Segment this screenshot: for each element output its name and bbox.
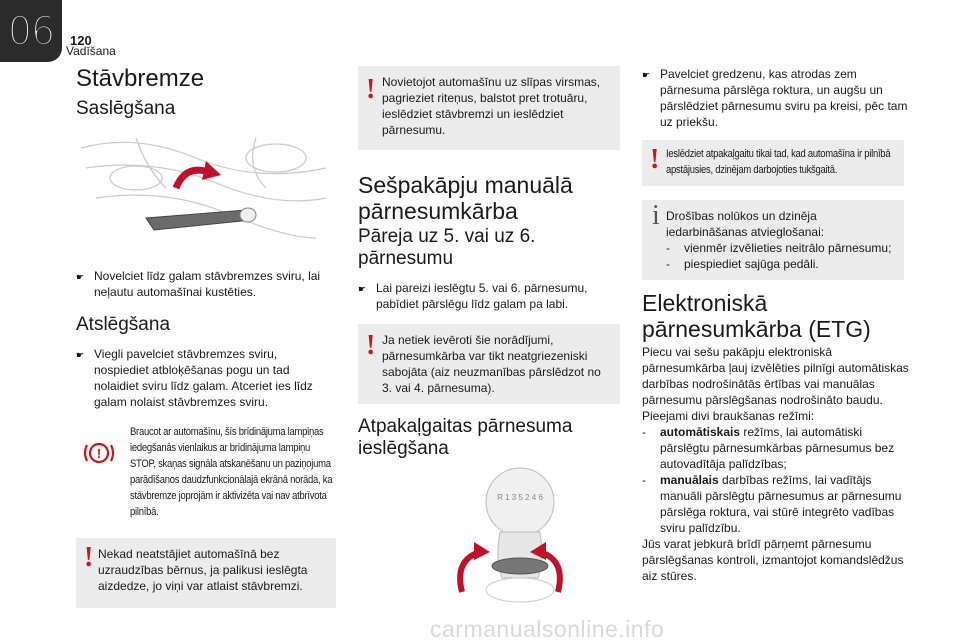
gear-5-6-instruction: ☛ Lai pareizi ieslēgtu 5. vai 6. pārnesumu, pabīdiet pārslēgu līdz galam pa labi. bbox=[358, 281, 588, 311]
chapter-badge bbox=[0, 0, 62, 62]
section-name: Vadīšana bbox=[66, 44, 116, 58]
note-children: ! Nekad neatstājiet automašīnā bez uzraudzības bērnus, ja palikusi ieslēgta aizdedze, jo viņi var atlaist stāvbremzi. bbox=[76, 538, 336, 608]
warning-mark-icon: ! bbox=[366, 330, 376, 361]
release-instruction: ☛ Viegli pavelciet stāvbremzes sviru, nospiediet atbloķēšanas pogu un tad nolaidiet sviru līdz galam. Atceriet ies līdz galam nolaist stāvbremzes sviru. bbox=[76, 347, 313, 409]
etg-override: Jūs varat jebkurā brīdī pārņemt pārnesumu pārslēgšanas kontroli, izmantojot komandslēdžus aiz stūres. bbox=[642, 537, 904, 583]
info-item: - piespiediet sajūga pedāli. bbox=[666, 257, 819, 271]
parking-brake-illustration bbox=[76, 128, 336, 248]
page-number: 120 bbox=[70, 33, 92, 48]
gear-pattern-label: R 1 3 5 2 4 6 bbox=[497, 493, 543, 502]
mode-manual: - manuālais darbības režīms, lai vadītājs manuāli pārslēgtu pārnesumus ar pārnesumu pārslēga roktura, vai stūrē integrēto vadības sviru palīdzību. bbox=[642, 473, 902, 535]
title-etg: Elektroniskā pārnesumkārba (ETG) bbox=[642, 290, 871, 342]
reverse-instruction: ☛ Pavelciet gredzenu, kas atrodas zem pārnesuma pārslēga roktura, un augšu un pārslēdziet pārnesumu sviru pa kreisi, pēc tam uz priekšu. bbox=[642, 67, 908, 129]
info-icon: i bbox=[652, 200, 660, 231]
note-damage: ! Ja netiek ievēroti šie norādījumi, pārnesumkārba var tikt neatgriezeniski sabojāta (aiz neuzmanības pārslēdzot no 3. vai 4. pārnesuma). bbox=[358, 324, 620, 404]
subtitle-engage: Saslēgšana bbox=[76, 98, 176, 119]
subtitle-5th-6th: Pāreja uz 5. vai uz 6. pārnesumu bbox=[358, 226, 536, 269]
bullet-arrow-icon: ☛ bbox=[642, 70, 651, 80]
bullet-arrow-icon: ☛ bbox=[358, 284, 367, 294]
watermark: carmanualsonline.info bbox=[430, 616, 665, 642]
mode-automatic: - automātiskais režīms, lai automātiski pārslēgtu pārnesumkārbas pārnesumus bez autovadītāja palīdzības; bbox=[642, 425, 895, 471]
engage-instruction: ☛ Novelciet līdz galam stāvbremzes sviru, lai neļautu automašīnai kustēties. bbox=[76, 269, 321, 299]
title-parking-brake: Stāvbremze bbox=[76, 65, 205, 92]
svg-text:!: ! bbox=[96, 446, 102, 461]
chapter-number: 06 bbox=[7, 9, 55, 53]
subtitle-release: Atslēgšana bbox=[76, 314, 171, 335]
warning-mark-icon: ! bbox=[366, 74, 376, 105]
gear-knob-illustration bbox=[440, 460, 580, 610]
etg-modes-intro: Pieejami divi braukšanas režīmi: bbox=[642, 409, 815, 423]
brake-warning-icon bbox=[82, 436, 116, 470]
info-item: - vienmēr izvēlieties neitrālo pārnesumu; bbox=[666, 241, 892, 255]
bullet-arrow-icon: ☛ bbox=[76, 272, 85, 282]
note-reverse: ! Ieslēdziet atpakaļgaitu tikai tad, kad automašīna ir pilnībā apstājusies, dzinējam darbojoties tukšgaitā. bbox=[642, 140, 904, 186]
warning-mark-icon: ! bbox=[650, 144, 660, 175]
brake-warning-text: Braucot ar automašīnu, šīs brīdinājuma lampiņas iedegšanās vienlaikus ar brīdinājuma lampiņu STOP, skaņas signāla atskanēšanu un paziņojuma parādīšanos daudzfunkcionālajā ekrānā norāda, ka stāvbremze joprojām ir aktivizēta vai nav atbrīvota pilnībā. bbox=[130, 426, 333, 518]
bullet-arrow-icon: ☛ bbox=[76, 350, 85, 360]
title-manual-gearbox: Sešpakāpju manuālā pārnesumkārba bbox=[358, 172, 573, 224]
warning-mark-icon: ! bbox=[84, 542, 94, 573]
subtitle-reverse: Atpakaļgaitas pārnesuma ieslēgšana bbox=[358, 416, 573, 459]
note-slope: ! Novietojot automašīnu uz slīpas virsmas, pagrieziet riteņus, balstot pret trotuāru, ieslēdziet stāvbremzi un ieslēdziet pārnesumu. bbox=[358, 66, 620, 150]
etg-description: Piecu vai sešu pakāpju elektroniskā pārnesumkārba ļauj izvēlēties pilnīgi automātiskas darbības nodrošinātās ērtības vai manuālas pārnesumu pārslēgšanas nodrošināto baudu. bbox=[642, 345, 909, 407]
info-safety: i Drošības nolūkos un dzinēja iedarbināšanas atvieglošanai: - vienmēr izvēlieties neitrālo pārnesumu; - piespiediet sajūga pedāli. bbox=[642, 200, 904, 280]
